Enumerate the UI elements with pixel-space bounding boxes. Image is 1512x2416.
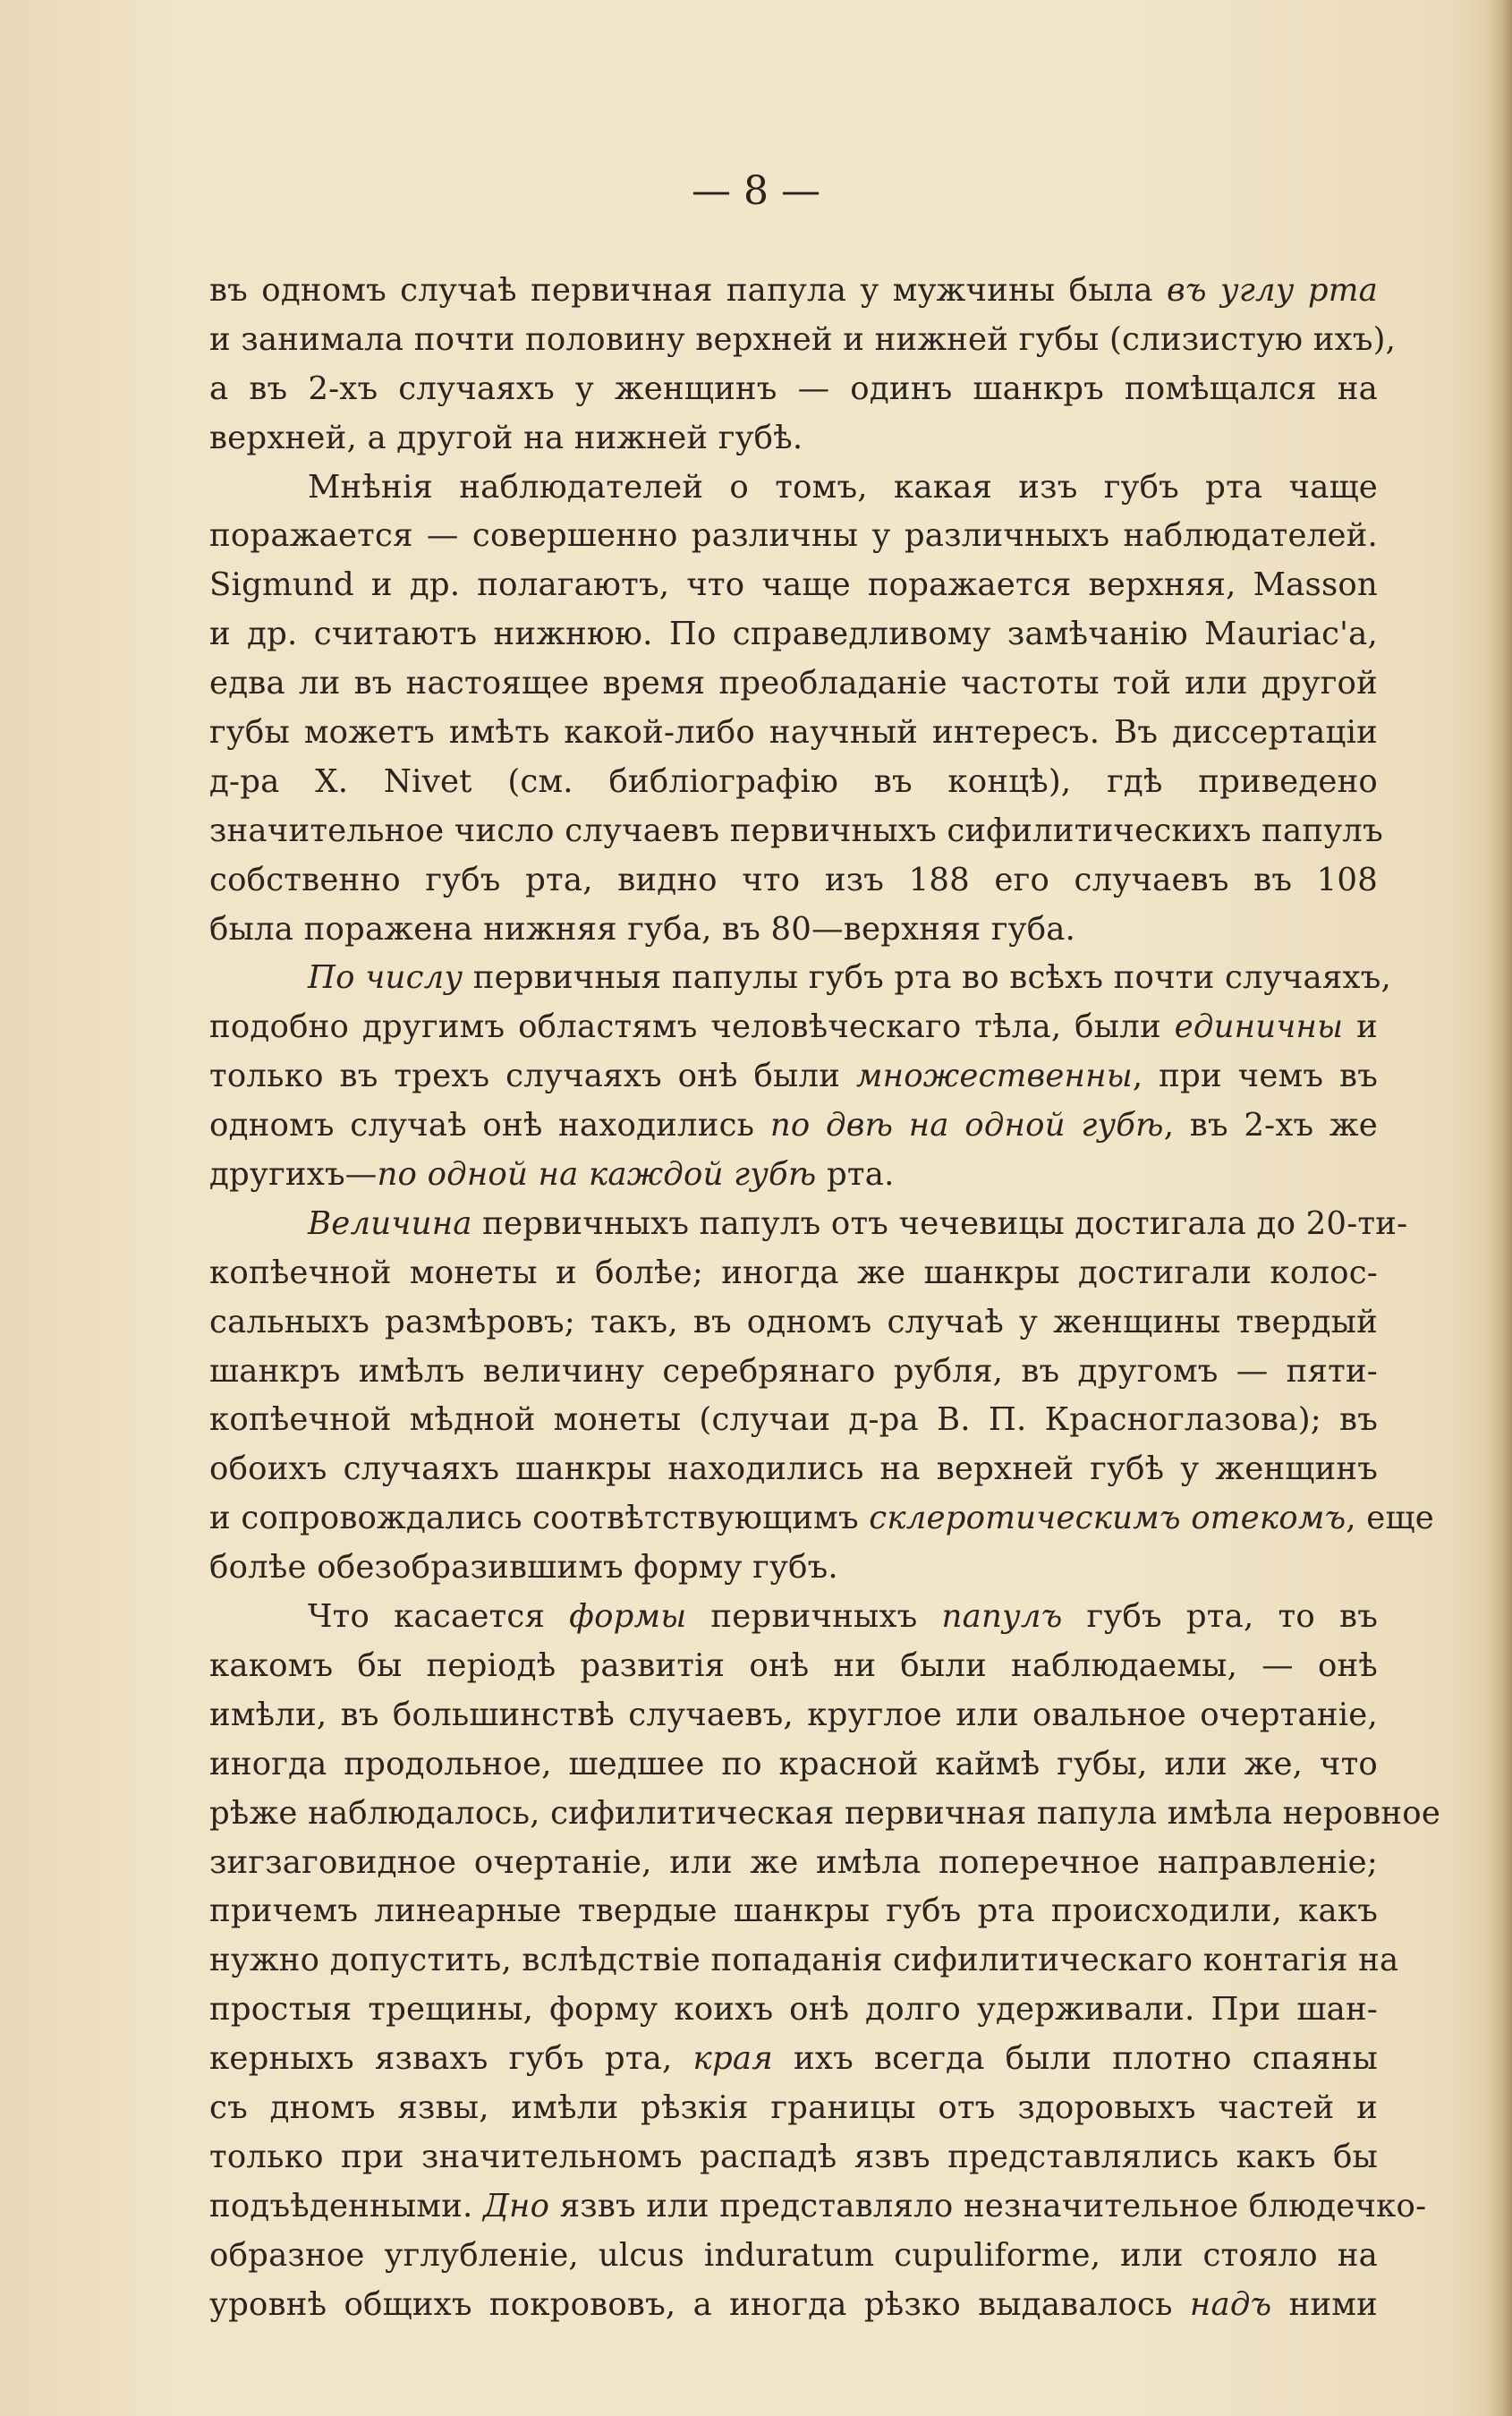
italic-phrase: склеротическимъ отекомъ — [869, 1500, 1346, 1537]
text-run: иногда продольное, шедшее по красной каймѣ губы, или же, что — [209, 1745, 1378, 1782]
text-run: и др. считаютъ нижнюю. По справедливому замѣчанію Mauriac'a, — [209, 616, 1378, 653]
text-line — [209, 610, 1378, 659]
text-line — [209, 1790, 1441, 1839]
text-line — [209, 1740, 1378, 1790]
text-line — [209, 1348, 1378, 1397]
text-line — [209, 856, 1378, 906]
text-run: Sigmund и др. полагаютъ, что чаще поражается верхняя, Masson — [209, 566, 1378, 604]
text-line — [209, 758, 1378, 807]
text-line — [209, 2281, 1378, 2330]
text-run: д-ра X. Nivet (см. библіографію въ концѣ), гдѣ приведено — [209, 762, 1378, 800]
italic-phrase: множественны — [855, 1058, 1133, 1095]
text-run: подъѣденными. — [209, 2187, 483, 2225]
text-line — [209, 906, 1378, 955]
text-run: съ дномъ язвы, имѣли рѣзкія границы отъ здоровыхъ частей и — [209, 2088, 1378, 2126]
text-line — [209, 1396, 1378, 1445]
text-run: нужно допустить, вслѣдствіе попаданія сифилитическаго контагія на — [209, 1942, 1399, 1979]
text-run: и сопровождались соотвѣтствующимъ — [209, 1500, 870, 1537]
text-run: значительное число случаевъ первичныхъ сифилитическихъ папулъ — [209, 812, 1383, 849]
italic-phrase: формы — [569, 1598, 687, 1636]
text-run: сальныхъ размѣровъ; такъ, въ одномъ случаѣ у женщины твердый — [209, 1303, 1378, 1340]
text-line — [209, 1298, 1378, 1348]
italic-phrase: надъ — [1189, 2285, 1272, 2323]
text-run: причемъ линеарные твердые шанкры губъ рта происходили, какъ — [209, 1893, 1378, 1930]
text-line — [209, 1887, 1378, 1936]
text-run: поражается — совершенно различны у различныхъ наблюдателей. — [209, 517, 1378, 555]
text-line — [209, 365, 1378, 414]
text-run: Мнѣнія наблюдателей о томъ, какая изъ губъ рта чаще — [308, 468, 1378, 506]
text-line — [209, 316, 1397, 365]
text-line — [209, 2035, 1378, 2084]
text-line — [209, 1494, 1434, 1544]
italic-phrase: края — [692, 2040, 773, 2078]
text-line — [209, 1445, 1378, 1494]
text-line — [209, 1642, 1378, 1691]
italic-phrase: папулъ — [941, 1598, 1063, 1636]
italic-phrase: Дно — [482, 2187, 550, 2225]
italic-phrase: единичны — [1174, 1008, 1344, 1046]
text-run: собственно губъ рта, видно что изъ 188 его случаевъ въ 108 — [209, 861, 1378, 898]
text-run: , при чемъ въ — [1132, 1058, 1378, 1095]
text-line — [209, 807, 1383, 856]
italic-phrase: по двѣ на одной губѣ — [769, 1107, 1164, 1144]
text-run: подобно другимъ областямъ человѣческаго тѣла, были — [209, 1008, 1175, 1046]
italic-phrase: Величина — [308, 1204, 472, 1242]
text-line — [209, 1102, 1378, 1151]
text-line — [209, 1593, 1378, 1642]
page-number: — 8 — — [692, 168, 820, 214]
text-line — [209, 954, 1391, 1003]
text-run: первичныхъ папулъ отъ чечевицы достигала до 20-ти- — [471, 1204, 1408, 1242]
text-run: копѣечной монеты и болѣе; иногда же шанкры достигали колос- — [209, 1254, 1378, 1291]
text-run: а въ 2-хъ случаяхъ у женщинъ — одинъ шанкръ помѣщался на — [209, 370, 1378, 407]
text-run: первичныхъ — [686, 1598, 942, 1636]
text-line — [209, 1151, 1378, 1200]
text-line — [209, 512, 1378, 561]
text-run: одномъ случаѣ онѣ находились — [209, 1107, 770, 1144]
body-text — [209, 267, 1441, 2329]
text-line — [209, 1003, 1378, 1052]
text-run: уровнѣ общихъ покрововъ, а иногда рѣзко выдавалось — [209, 2285, 1190, 2323]
text-run: простыя трещины, форму коихъ онѣ долго удерживали. При шан- — [209, 1991, 1378, 2029]
text-run: болѣе обезобразившимъ форму губъ. — [209, 1549, 838, 1587]
text-run: , въ 2-хъ же — [1163, 1107, 1378, 1144]
text-line — [209, 709, 1378, 758]
text-line — [209, 2133, 1378, 2182]
text-run: ними — [1271, 2285, 1378, 2323]
text-line — [209, 561, 1378, 610]
text-run: образное углубленіе, ulcus induratum cupuliforme, или стояло на — [209, 2236, 1378, 2274]
text-run: губы можетъ имѣть какой-либо научный интересъ. Въ диссертаціи — [209, 714, 1378, 752]
text-line — [209, 2182, 1427, 2232]
text-line — [209, 659, 1378, 709]
text-run: губъ рта, то въ — [1062, 1598, 1378, 1636]
text-run: рта. — [816, 1156, 895, 1194]
text-line — [209, 2084, 1378, 2133]
text-run: ихъ всегда были плотно спаяны — [772, 2040, 1378, 2078]
text-line — [209, 1052, 1378, 1102]
text-line — [209, 1691, 1378, 1740]
text-line — [209, 1986, 1378, 2035]
text-run: и — [1343, 1008, 1378, 1046]
text-run: только при значительномъ распадѣ язвъ представлялись какъ бы — [209, 2138, 1378, 2175]
text-line — [209, 1249, 1378, 1298]
text-run: , еще — [1346, 1500, 1434, 1537]
text-run: зигзаговидное очертаніе, или же имѣла поперечное направленіе; — [209, 1843, 1378, 1881]
text-run: и занимала почти половину верхней и нижней губы (слизистую ихъ), — [209, 320, 1397, 358]
text-line — [209, 464, 1378, 513]
text-line — [209, 1839, 1378, 1888]
text-run: первичныя папулы губъ рта во всѣхъ почти случаяхъ, — [463, 959, 1391, 997]
text-run: другихъ— — [209, 1156, 378, 1194]
italic-phrase: въ углу рта — [1167, 272, 1378, 309]
text-run: копѣечной мѣдной монеты (случаи д-ра В. П. Красноглазова); въ — [209, 1401, 1378, 1439]
text-run: керныхъ язвахъ губъ рта, — [209, 2040, 693, 2078]
text-run: верхней, а другой на нижней губѣ. — [209, 419, 803, 456]
text-line — [209, 414, 1378, 464]
text-run: Что касается — [308, 1598, 570, 1636]
text-run: какомъ бы періодѣ развитія онѣ ни были наблюдаемы, — онѣ — [209, 1646, 1378, 1684]
text-run: едва ли въ настоящее время преобладаніе частоты той или другой — [209, 665, 1378, 702]
text-run: язвъ или представляло незначительное блюдечко- — [549, 2187, 1427, 2225]
text-line — [209, 267, 1378, 316]
text-run: шанкръ имѣлъ величину серебрянаго рубля, въ другомъ — пяти- — [209, 1352, 1378, 1390]
text-line — [209, 2232, 1378, 2281]
page-edge-shadow — [1489, 0, 1512, 2416]
text-line — [209, 1200, 1408, 1249]
text-run: рѣже наблюдалось, сифилитическая первичная папула имѣла неровное — [209, 1794, 1441, 1832]
text-line — [209, 1544, 1378, 1593]
italic-phrase: по одной на каждой губѣ — [377, 1156, 817, 1194]
text-line — [209, 1936, 1399, 1986]
text-run: въ одномъ случаѣ первичная папула у мужчины была — [209, 272, 1168, 309]
text-run: обоихъ случаяхъ шанкры находились на верхней губѣ у женщинъ — [209, 1450, 1378, 1488]
italic-phrase: По числу — [308, 959, 463, 997]
text-run: только въ трехъ случаяхъ онѣ были — [209, 1058, 856, 1095]
text-run: имѣли, въ большинствѣ случаевъ, круглое или овальное очертаніе, — [209, 1696, 1378, 1733]
text-run: была поражена нижняя губа, въ 80—верхняя губа. — [209, 910, 1076, 948]
